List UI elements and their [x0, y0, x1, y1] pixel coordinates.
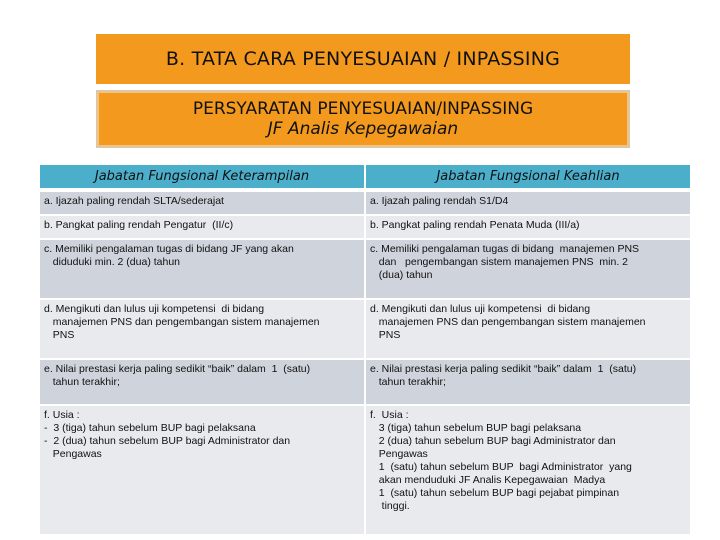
table-row — [40, 192, 690, 214]
table-row — [40, 300, 690, 358]
table-row — [40, 216, 690, 238]
cell-keterampilan: f. Usia : - 3 (tiga) tahun sebelum BUP bagi pelaksana - 2 (dua) tahun sebelum BUP bagi Administrator dan Pengawas — [40, 406, 364, 534]
cell-keahlian: a. Ijazah paling rendah S1/D4 — [366, 192, 690, 214]
cell-keahlian: b. Pangkat paling rendah Penata Muda (III/a) — [366, 216, 690, 238]
cell-keahlian: c. Memiliki pengalaman tugas di bidang manajemen PNS dan pengembangan sistem manajemen PNS min. 2 (dua) tahun — [366, 240, 690, 298]
cell-keterampilan: c. Memiliki pengalaman tugas di bidang JF yang akan diduduki min. 2 (dua) tahun — [40, 240, 364, 298]
table-row — [40, 240, 690, 298]
cell-keahlian: f. Usia : 3 (tiga) tahun sebelum BUP bagi pelaksana 2 (dua) tahun sebelum BUP bagi Administrator dan Pengawas 1 (satu) tahun sebelum BUP bagi Administrator yang akan menduduki JF Analis Kepegawaian Madya 1 (satu) tahun sebelum BUP bagi pejabat pimpinan tinggi. — [366, 406, 690, 534]
subtitle-line-1: PERSYARATAN PENYESUAIAN/INPASSING — [192, 99, 534, 119]
requirements-table — [38, 163, 692, 536]
table-row — [40, 406, 690, 534]
cell-keahlian: e. Nilai prestasi kerja paling sedikit “baik” dalam 1 (satu) tahun terakhir; — [366, 360, 690, 404]
cell-keterampilan: a. Ijazah paling rendah SLTA/sederajat — [40, 192, 364, 214]
column-header-keahlian: Jabatan Fungsional Keahlian — [366, 165, 690, 190]
table-header-row — [40, 165, 690, 190]
table-row — [40, 360, 690, 404]
title-banner — [96, 34, 630, 84]
page-title: B. TATA CARA PENYESUAIAN / INPASSING — [165, 48, 561, 70]
cell-keterampilan: b. Pangkat paling rendah Pengatur (II/c) — [40, 216, 364, 238]
subtitle-banner — [96, 90, 630, 148]
cell-keahlian: d. Mengikuti dan lulus uji kompetensi di bidang manajemen PNS dan pengembangan sistem manajemen PNS — [366, 300, 690, 358]
subtitle-line-2: JF Analis Kepegawaian — [267, 119, 459, 139]
column-header-keterampilan: Jabatan Fungsional Keterampilan — [40, 165, 364, 190]
cell-keterampilan: e. Nilai prestasi kerja paling sedikit “baik” dalam 1 (satu) tahun terakhir; — [40, 360, 364, 404]
cell-keterampilan: d. Mengikuti dan lulus uji kompetensi di bidang manajemen PNS dan pengembangan sistem manajemen PNS — [40, 300, 364, 358]
